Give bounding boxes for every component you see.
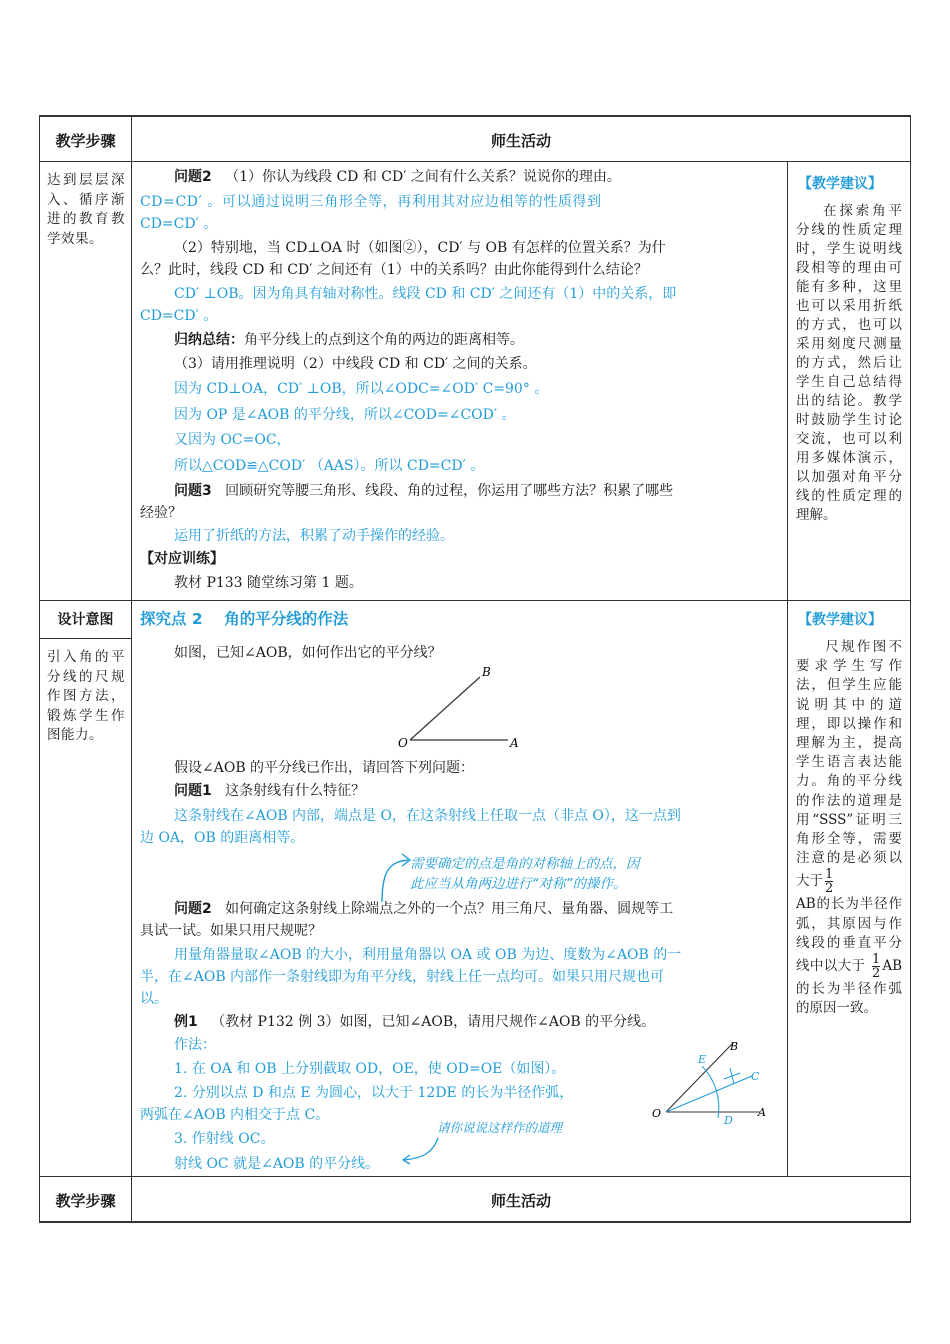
advice-tail: AB的长为半径作弧的原因一致。 xyxy=(796,958,902,1017)
table-border-right xyxy=(910,115,911,1222)
summary: 归纳总结：角平分线上的点到这个角的两边的距离相等。 xyxy=(174,332,524,348)
step-2b: 两弧在∠AOB 内相交于点 C。 xyxy=(140,1107,330,1123)
fig1-label-a: A xyxy=(510,736,519,750)
fig2-label-a: A xyxy=(758,1106,766,1119)
problem-2-answer-a: 用量角器量取∠AOB 的大小，利用量角器以 OA 或 OB 为边、度数为∠AOB 的一 xyxy=(174,947,682,963)
section-2-title: 探究点 2 角的平分线的作法 xyxy=(140,610,349,628)
table-border-left xyxy=(39,115,40,1222)
left-intent-text-2: 引入角的平分线的尺规作图方法，锻炼学生作图能力。 xyxy=(47,649,125,743)
table-border-top xyxy=(39,115,911,117)
proof-line-1: 因为 CD⊥OA，CD′ ⊥OB，所以∠ODC=∠OD′ C=90° 。 xyxy=(174,381,549,397)
intro-question: 如图，已知∠AOB，如何作出它的平分线？ xyxy=(174,645,442,661)
fraction-half: $\frac{1}{2}$ xyxy=(825,867,834,897)
header-steps: 教学步骤 xyxy=(55,132,116,150)
left-intent-text-1: 达到层层深入、循序渐进的教育教学效果。 xyxy=(47,172,125,247)
teaching-advice-text-2: 尺规作图不要求学生写作法，但学生应能说明其中的道理，即以操作和理解为主，提高学生语言表达能力。角的平分线的作法的道理是用“SSS”证明三角形全等，需要注意的是必须以大于 $\frac{1}{2}$ AB的长为半径作弧，其原因与作线段的垂直平分线中以大于 $\frac{1}{2}$ AB的长为半径作弧的原因一致。 xyxy=(796,639,902,1017)
step-2a: 2. 分别以点 D 和点 E 为圆心，以大于 12DE 的长为半径作弧， xyxy=(174,1085,574,1101)
problem-2b: 具试一试。如果只用尺规呢？ xyxy=(140,923,322,939)
teaching-advice-tag-1: 【教学建议】 xyxy=(798,176,882,192)
fig2-label-d: D xyxy=(724,1114,733,1126)
problem-2-answer-c: 以。 xyxy=(140,991,168,1007)
proof-line-4: 所以△COD≌△COD′ （AAS）。所以 CD=CD′ 。 xyxy=(174,458,485,474)
answer-2-1b: CD=CD′ 。 xyxy=(140,216,218,232)
teaching-advice-tag-2: 【教学建议】 xyxy=(798,612,882,628)
hint-note-line-2: 此应当从角两边进行“对称”的操作。 xyxy=(410,876,627,892)
problem-1-answer-a: 这条射线在∠AOB 内部，端点是 O，在这条射线上任取一点（非点 O），这一点到 xyxy=(174,808,681,824)
step-3: 3. 作射线 OC。 xyxy=(174,1131,275,1147)
table-design-divider xyxy=(39,638,131,639)
proof-line-3: 又因为 OC=OC， xyxy=(174,432,291,448)
angle-figure-1 xyxy=(390,660,530,755)
header-activities: 师生活动 xyxy=(490,132,551,150)
fig2-label-b: B xyxy=(730,1040,739,1053)
fig1-label-o: O xyxy=(398,736,408,750)
problem-2a: 问题2 如何确定这条射线上除端点之外的一个点？用三角尺、量角器、圆规等工 xyxy=(174,901,674,917)
question-2-2b: 么？此时，线段 CD 和 CD′ 之间还有（1）中的关系吗？由此你能得到什么结论？ xyxy=(140,262,648,278)
step-1: 1. 在 OA 和 OB 上分别截取 OD，OE，使 OD=OE（如图）。 xyxy=(174,1061,566,1077)
footer-activities: 师生活动 xyxy=(490,1192,551,1210)
answer-2-2a: CD′ ⊥OB。因为角具有轴对称性。线段 CD 和 CD′ 之间还有（1）中的关系，即 xyxy=(174,286,677,302)
training-text: 教材 P133 随堂练习第 1 题。 xyxy=(174,575,363,591)
question-3a: 问题3 回顾研究等腰三角形、线段、角的过程，你运用了哪些方法？积累了哪些 xyxy=(174,483,674,499)
table-border-bottom xyxy=(39,1221,911,1223)
hint-note-line-1: 需要确定的点是角的对称轴上的点，因 xyxy=(410,856,640,872)
problem-1-answer-b: 边 OA，OB 的距离相等。 xyxy=(140,830,305,846)
table-col-divider-1 xyxy=(131,115,132,1222)
steps-title: 作法： xyxy=(174,1037,216,1053)
assume-text: 假设∠AOB 的平分线已作出，请回答下列问题： xyxy=(174,760,475,776)
hint-note-reason: 请你说说这样作的道理 xyxy=(437,1120,563,1135)
question-3b: 经验？ xyxy=(140,505,182,521)
angle-construction-figure xyxy=(648,1036,773,1126)
note-arrow xyxy=(398,1134,448,1166)
question-2-1: 问题2 （1）你认为线段 CD 和 CD′ 之间有什么关系？说说你的理由。 xyxy=(174,169,621,185)
fig1-label-b: B xyxy=(482,665,491,679)
answer-2-1a: CD=CD′ 。可以通过说明三角形全等，再利用其对应边相等的性质得到 xyxy=(140,194,602,210)
footer-steps: 教学步骤 xyxy=(55,1192,116,1210)
table-row-divider xyxy=(39,600,911,601)
design-intent-label: 设计意图 xyxy=(57,612,114,628)
answer-3: 运用了折纸的方法，积累了动手操作的经验。 xyxy=(174,528,454,544)
teaching-advice-text-1: 在探索角平分线的性质定理时，学生说明线段相等的理由可能有多种，这里也可以采用折纸的方式，也可以采用刻度尺测量的方式，然后让学生自己总结得出的结论。教学时鼓励学生讨论交流，也可以利用多媒体演示，以加强对角平分线的性质定理的理解。 xyxy=(796,203,902,523)
proof-line-2: 因为 OP 是∠AOB 的平分线，所以∠COD=∠COD′ 。 xyxy=(174,407,516,423)
problem-2-answer-b: 半，在∠AOB 内部作一条射线即为角平分线，射线上任一点均可。如果只用尺规也可 xyxy=(140,969,665,985)
training-label: 【对应训练】 xyxy=(140,551,224,567)
fig2-label-c: C xyxy=(751,1070,760,1083)
question-2-3: （3）请用推理说明（2）中线段 CD 和 CD′ 之间的关系。 xyxy=(174,356,537,372)
table-footer-top xyxy=(39,1176,911,1177)
conclusion: 射线 OC 就是∠AOB 的平分线。 xyxy=(174,1156,380,1172)
fig2-label-e: E xyxy=(698,1053,707,1066)
example-1: 例1 （教材 P132 例 3）如图，已知∠AOB，请用尺规作∠AOB 的平分线。 xyxy=(174,1014,656,1030)
answer-2-2b: CD=CD′ 。 xyxy=(140,308,218,324)
fig2-label-o: O xyxy=(652,1107,662,1120)
fraction-half-2: $\frac{1}{2}$ xyxy=(872,952,881,982)
question-2-2a: （2）特别地，当 CD⊥OA 时（如图②），CD′ 与 OB 有怎样的位置关系？为什 xyxy=(174,240,666,256)
table-header-bottom xyxy=(39,161,911,162)
problem-1: 问题1 这条射线有什么特征？ xyxy=(174,783,366,799)
